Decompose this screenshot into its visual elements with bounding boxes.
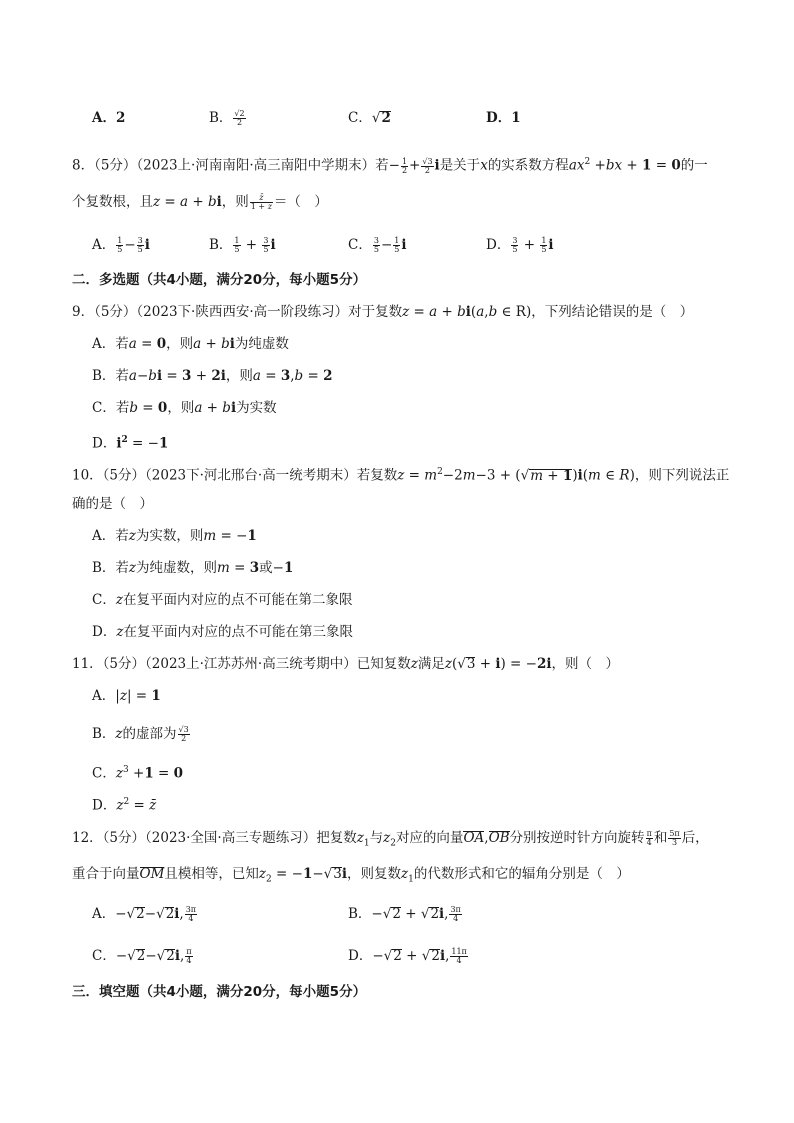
q7-option-a[interactable]: A．2 — [92, 110, 126, 126]
q11-option-b[interactable]: B．z的虚部为 $\frac{√3}{2}$ — [92, 725, 189, 743]
q10-stem-line1: 10．（5分）（2023下·河北邢台·高一统考期末）若复数$z = m^2-2m-3 + (√m + 1)i(m$ ∈ R)，则下列说法正 — [72, 467, 730, 484]
q12-option-c[interactable]: C．−√2−√2i, $\frac{\pi}{4}$ — [92, 947, 192, 965]
q9-option-c[interactable]: C．若b = 0，则a + bi为实数 — [92, 400, 277, 416]
q8-score: （5分） — [94, 157, 137, 174]
q12-stem-line1: 12．（5分）（2023·全国·高三专题练习）把复数$z_1$与$z_2$对应的向量OA,OB分别按逆时针方向旋转 $\frac{\pi}{4}$ 和 $\frac{5\pi}{3}$ 后， — [72, 829, 709, 849]
q8-option-d[interactable]: D． $\frac{3}{5}$ + $\frac{1}{5}$ i — [486, 236, 554, 254]
q8-option-a[interactable]: A． $\frac{1}{5}$ − $\frac{3}{5}$ i — [92, 236, 150, 254]
q10-option-b[interactable]: B．若z为纯虚数，则m = 3或−1 — [92, 560, 294, 576]
q8-option-b[interactable]: B． $\frac{1}{5}$ + $\frac{3}{5}$ i — [209, 236, 276, 254]
q10-stem-line2: 确的是（ ） — [72, 496, 153, 512]
q12-stem-line2: 重合于向量OM且模相等，已知$z_2 = -1-√3i$，则复数$z_1$的代数形式和它的辐角分别是（ ） — [72, 866, 630, 885]
q10-option-a[interactable]: A．若z为实数，则m = −1 — [92, 528, 257, 544]
q12-option-b[interactable]: B．−√2 + √2i, $\frac{3\pi}{4}$ — [348, 905, 461, 923]
q7-option-d[interactable]: D．1 — [486, 110, 521, 126]
section-heading-multiple-choice: 二．多选题（共4小题，满分20分，每小题5分） — [72, 272, 367, 288]
q8-stem-line2: 个复数根，且z = a + bi，则 $\frac{z̄}{1 + z}$ ＝（ ） — [72, 193, 328, 211]
q11-option-a[interactable]: A．|z| = 1 — [92, 688, 161, 704]
q10-option-d[interactable]: D．z在复平面内对应的点不可能在第三象限 — [92, 624, 353, 640]
q9-option-a[interactable]: A．若a = 0，则a + bi为纯虚数 — [92, 336, 289, 352]
q9-stem: 9．（5分）（2023下·陕西西安·高一阶段练习）对于复数z = a + bi(a,b ∈ R)，下列结论错误的是（ ） — [72, 304, 694, 320]
q12-option-d[interactable]: D．−√2 + √2i, $\frac{11\pi}{4}$ — [348, 947, 467, 965]
q9-option-d[interactable]: D．$i^2 = -1$ — [92, 435, 169, 452]
q11-option-c[interactable]: C．$z^3 +1 = 0$ — [92, 765, 184, 782]
q8-stem-line1: 8．（5分）（2023上·河南南阳·高三南阳中学期末）若− $\frac{1}{2}$ + $\frac{√3}{2}$ i是关于x的实系数方程$ax^2 +bx + 1 = 0$的一 — [72, 156, 708, 175]
q12-option-a[interactable]: A．−√2−√2i, $\frac{3\pi}{4}$ — [92, 905, 197, 923]
q8-option-c[interactable]: C． $\frac{3}{5}$ − $\frac{1}{5}$ i — [348, 236, 407, 254]
q7-option-b[interactable]: B． $\frac{√2}{2}$ — [209, 109, 245, 127]
q11-option-d[interactable]: D．$z^2$ = z̄ — [92, 797, 157, 814]
q8-number: 8． — [72, 157, 95, 174]
q9-option-b[interactable]: B．若a−bi = 3 + 2i，则a = 3,b = 2 — [92, 368, 333, 384]
q10-option-c[interactable]: C．z在复平面内对应的点不可能在第二象限 — [92, 592, 353, 608]
q8-source: （2023上·河南南阳·高三南阳中学期末） — [136, 157, 376, 174]
q11-stem: 11．（5分）（2023上·江苏苏州·高三统考期中）已知复数z满足z(√3 + i) = −2i，则（ ） — [72, 656, 619, 672]
q7-option-c[interactable]: C．√2 — [348, 110, 391, 126]
section-heading-fill-in: 三．填空题（共4小题，满分20分，每小题5分） — [72, 984, 367, 1000]
